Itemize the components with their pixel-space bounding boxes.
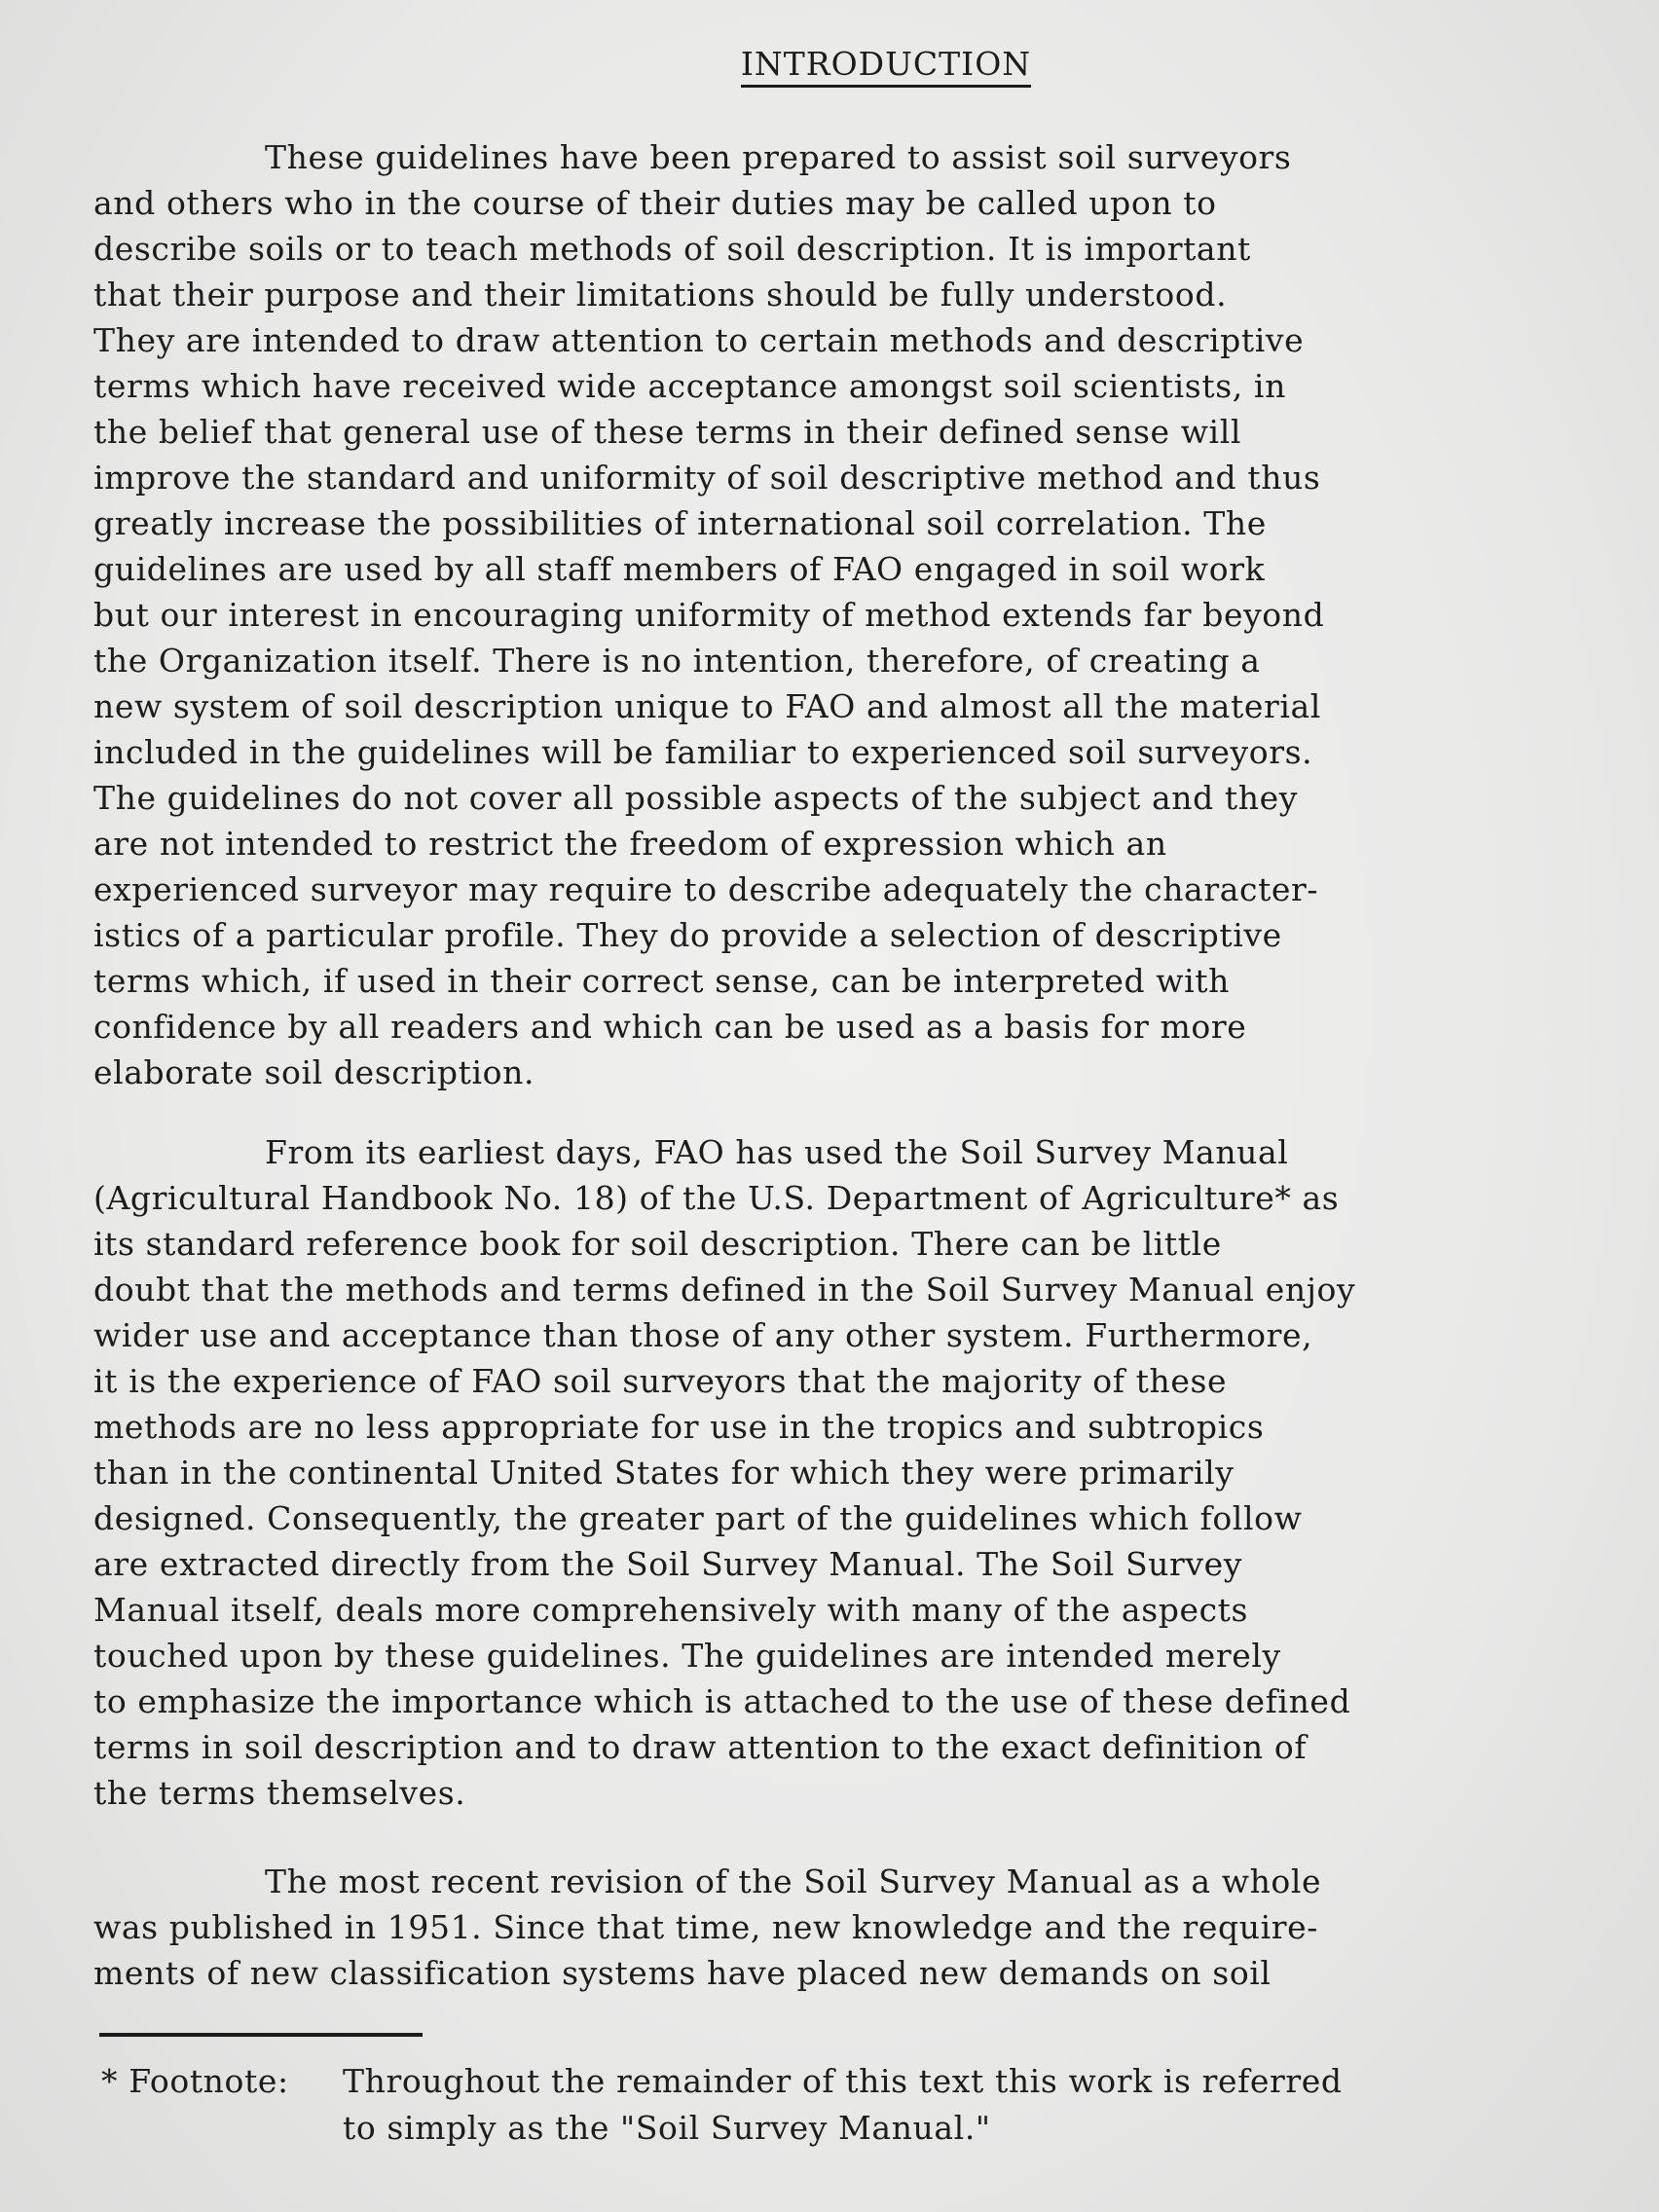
paragraph-line: the belief that general use of these terms in their defined sense will [93, 413, 1242, 451]
paragraph-line: terms which have received wide acceptance amongst soil scientists, in [93, 367, 1286, 405]
paragraph-line: istics of a particular profile. They do provide a selection of descriptive [93, 916, 1282, 954]
paragraph-line: ments of new classification systems have placed new demands on soil [93, 1954, 1272, 1992]
paragraph-line: the Organization itself. There is no intention, therefore, of creating a [93, 642, 1261, 680]
paragraph-line: that their purpose and their limitations should be fully understood. [93, 276, 1228, 313]
paragraph-line: new system of soil description unique to FAO and almost all the material [93, 687, 1321, 725]
paragraph-line: and others who in the course of their duties may be called upon to [93, 184, 1217, 222]
paragraph-1 [93, 134, 1534, 1095]
paragraph-line: improve the standard and uniformity of soil descriptive method and thus [93, 459, 1321, 497]
paragraph-line: touched upon by these guidelines. The guidelines are intended merely [93, 1637, 1281, 1675]
paragraph-line: are extracted directly from the Soil Survey Manual. The Soil Survey [93, 1545, 1242, 1583]
paragraph-line: was published in 1951. Since that time, new knowledge and the require- [93, 1908, 1319, 1946]
paragraph-line: but our interest in encouraging uniformity of method extends far beyond [93, 596, 1325, 634]
footnote [101, 2058, 1343, 2152]
paragraph-line: terms in soil description and to draw attention to the exact definition of [93, 1728, 1308, 1766]
paragraph-line: doubt that the methods and terms defined in the Soil Survey Manual enjoy [93, 1271, 1356, 1309]
paragraph-line: elaborate soil description. [93, 1053, 535, 1091]
paragraph-line: describe soils or to teach methods of soil description. It is important [93, 230, 1251, 268]
paragraph-line: The most recent revision of the Soil Survey Manual as a whole [265, 1862, 1322, 1900]
paragraph-line: wider use and acceptance than those of any other system. Furthermore, [93, 1316, 1313, 1354]
paragraph-line: than in the continental United States for which they were primarily [93, 1454, 1235, 1492]
paragraph-line: Manual itself, deals more comprehensively with many of the aspects [93, 1591, 1249, 1629]
paragraph-line: its standard reference book for soil description. There can be little [93, 1225, 1222, 1263]
paragraph-line: (Agricultural Handbook No. 18) of the U.S. Department of Agriculture* as [93, 1179, 1340, 1217]
paragraph-line: included in the guidelines will be familiar to experienced soil surveyors. [93, 733, 1313, 771]
paragraph-line: From its earliest days, FAO has used the Soil Survey Manual [265, 1133, 1289, 1171]
paragraph-line: the terms themselves. [93, 1774, 466, 1812]
paragraph-line: They are intended to draw attention to certain methods and descriptive [93, 321, 1305, 359]
footnote-marker: * Footnote: [101, 2062, 289, 2100]
paragraph-line: it is the experience of FAO soil surveyors that the majority of these [93, 1362, 1228, 1400]
paragraph-line: designed. Consequently, the greater part of the guidelines which follow [93, 1499, 1303, 1537]
paragraph-line: terms which, if used in their correct sense, can be interpreted with [93, 962, 1230, 1000]
paragraph-line: to emphasize the importance which is attached to the use of these defined [93, 1682, 1351, 1720]
page-title-text: INTRODUCTION [741, 45, 1031, 88]
paragraph-3 [93, 1859, 1534, 1996]
paragraph-line: methods are no less appropriate for use in the tropics and subtropics [93, 1408, 1265, 1446]
footnote-line-2: to simply as the "Soil Survey Manual." [343, 2109, 991, 2147]
paragraph-line: are not intended to restrict the freedom of expression which an [93, 825, 1167, 863]
paragraph-2 [93, 1129, 1534, 1816]
paragraph-line: The guidelines do not cover all possible aspects of the subject and they [93, 779, 1298, 817]
paragraph-line: These guidelines have been prepared to assist soil surveyors [265, 138, 1292, 176]
paragraph-line: confidence by all readers and which can be used as a basis for more [93, 1008, 1247, 1046]
footnote-line-1: Throughout the remainder of this text this work is referred [343, 2062, 1343, 2100]
paragraph-line: greatly increase the possibilities of international soil correlation. The [93, 504, 1267, 542]
paragraph-line: guidelines are used by all staff members of FAO engaged in soil work [93, 550, 1266, 588]
page-title [0, 45, 1659, 88]
footnote-divider [99, 2033, 423, 2037]
paragraph-line: experienced surveyor may require to describe adequately the character- [93, 870, 1319, 908]
